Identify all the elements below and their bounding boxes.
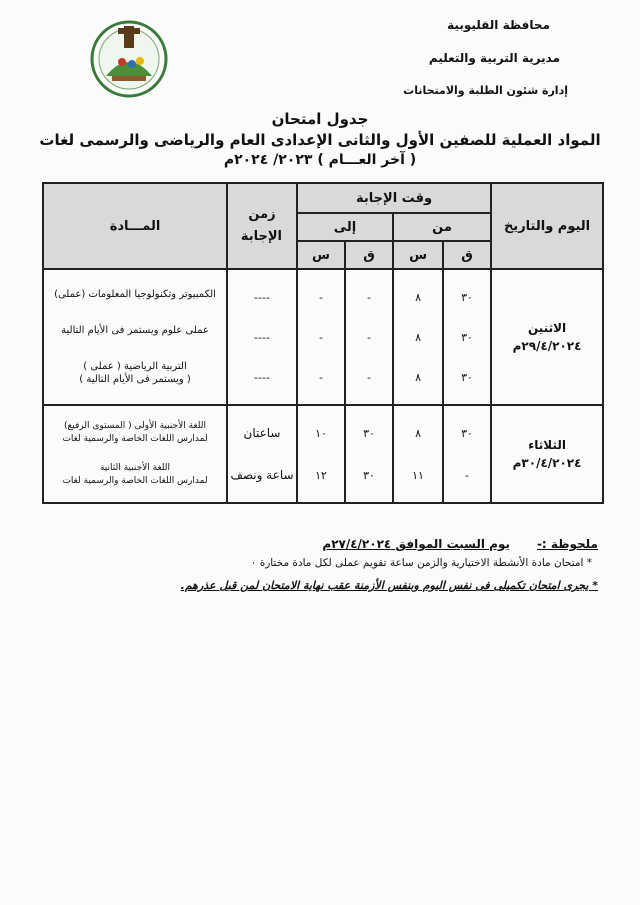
from-q-cell	[443, 269, 491, 405]
from-s-cell	[393, 405, 443, 503]
duration-cell	[227, 269, 297, 405]
day-cell	[491, 269, 603, 405]
table-row-monday	[43, 269, 603, 405]
from-s: ٨	[415, 330, 421, 344]
to-q: ٣٠	[363, 426, 375, 440]
duration: ساعتان	[243, 426, 281, 440]
to-q: ٣٠	[363, 468, 375, 482]
subject-line: ( ويستمر فى الأيام التالية )	[79, 373, 191, 385]
duration: ----	[254, 290, 270, 304]
to-q: -	[367, 370, 372, 384]
col-from-s: س	[393, 241, 443, 269]
exam-schedule-table	[42, 182, 604, 504]
col-from-header: من	[393, 213, 491, 241]
day-cell	[491, 405, 603, 503]
from-q: ٣٠	[461, 330, 473, 344]
note-label: ملحوظة :-	[536, 537, 598, 551]
to-q-cell	[345, 405, 393, 503]
col-duration-header	[227, 183, 297, 269]
table-row-tuesday	[43, 405, 603, 503]
from-s: ١١	[412, 468, 424, 482]
duration: ساعة ونصف	[230, 468, 294, 482]
subject	[44, 360, 226, 386]
subject-line: اللغة الأجنبية الأولى ( المستوى الرفيع)	[63, 421, 206, 431]
from-s: ٨	[415, 290, 421, 304]
to-s: -	[319, 370, 324, 384]
duration-cell	[227, 405, 297, 503]
from-s: ٨	[415, 426, 421, 440]
col-from-q: ق	[443, 241, 491, 269]
subject	[44, 462, 226, 488]
from-s-cell	[393, 269, 443, 405]
subject-cell	[43, 269, 227, 405]
header-directorate: مديرية التربية والتعليم	[428, 51, 560, 65]
day-name: الاثنين	[527, 321, 567, 335]
to-q-cell	[345, 269, 393, 405]
col-to-q: ق	[345, 241, 393, 269]
subject: عملى علوم ويستمر فى الأيام التالية	[61, 324, 209, 336]
note-date: يوم السبت الموافق ٢٧/٤/٢٠٢٤م	[322, 537, 510, 551]
from-q: ٣٠	[461, 426, 473, 440]
to-s-cell	[297, 269, 345, 405]
col-to-s: س	[297, 241, 345, 269]
subject-cell	[43, 405, 227, 503]
subject: الكمبيوتر وتكنولوجيا المعلومات (عملى)	[54, 289, 216, 301]
col-to-header: إلى	[297, 213, 393, 241]
col-duration-label: زمن الإجابة	[240, 207, 282, 244]
header-governorate: محافظة القليوبية	[447, 18, 550, 32]
from-q-cell	[443, 405, 491, 503]
col-subject-header: المـــادة	[43, 183, 227, 269]
subject-line: لمدارس اللغات الخاصة والرسمية لغات	[62, 434, 208, 444]
col-time-header: وقت الإجابة	[297, 183, 491, 213]
subject	[44, 420, 226, 446]
to-s-cell	[297, 405, 345, 503]
subject-line: لمدارس اللغات الخاصة والرسمية لغات	[62, 476, 208, 486]
to-s: ١٢	[315, 468, 327, 482]
subject-line: التربية الرياضية ( عملى )	[83, 360, 187, 372]
from-s: ٨	[415, 370, 421, 384]
from-q: ٣٠	[461, 370, 473, 384]
note-activities: * امتحان مادة الأنشطة الاختيارية والزمن ساعة تقويم عملى لكل مادة مختارة ٠	[250, 557, 592, 569]
duration: ----	[254, 370, 270, 384]
from-q: -	[465, 468, 470, 482]
day-name: الثلاثاء	[528, 438, 566, 452]
to-q: -	[367, 330, 372, 344]
from-q: ٣٠	[461, 290, 473, 304]
to-s: ١٠	[315, 426, 327, 440]
day-date: ٣٠/٤/٢٠٢٤م	[512, 456, 582, 470]
doc-period: ( آخر العـــام ) ٢٠٢٣/ ٢٠٢٤م	[223, 152, 417, 168]
header-administration: إدارة شئون الطلبة والامتحانات	[403, 84, 568, 97]
ministry-emblem-icon	[88, 18, 170, 100]
duration: ----	[254, 330, 270, 344]
to-q: -	[367, 290, 372, 304]
col-day-header: اليوم والتاريخ	[491, 183, 603, 269]
to-s: -	[319, 290, 324, 304]
to-s: -	[319, 330, 324, 344]
day-date: ٢٩/٤/٢٠٢٤م	[512, 339, 582, 353]
subject-line: اللغة الأجنبية الثانية	[99, 463, 171, 473]
note-makeup-exam: * يجرى امتحان تكميلى فى نفس اليوم وبنفس الأزمنة عقب نهاية الامتحان لمن قبل عذرهم.	[180, 579, 598, 592]
doc-subtitle: المواد العملية للصفين الأول والثانى الإعدادى العام والرياضى والرسمى لغات	[39, 131, 601, 149]
doc-title: جدول امتحان	[271, 110, 369, 128]
